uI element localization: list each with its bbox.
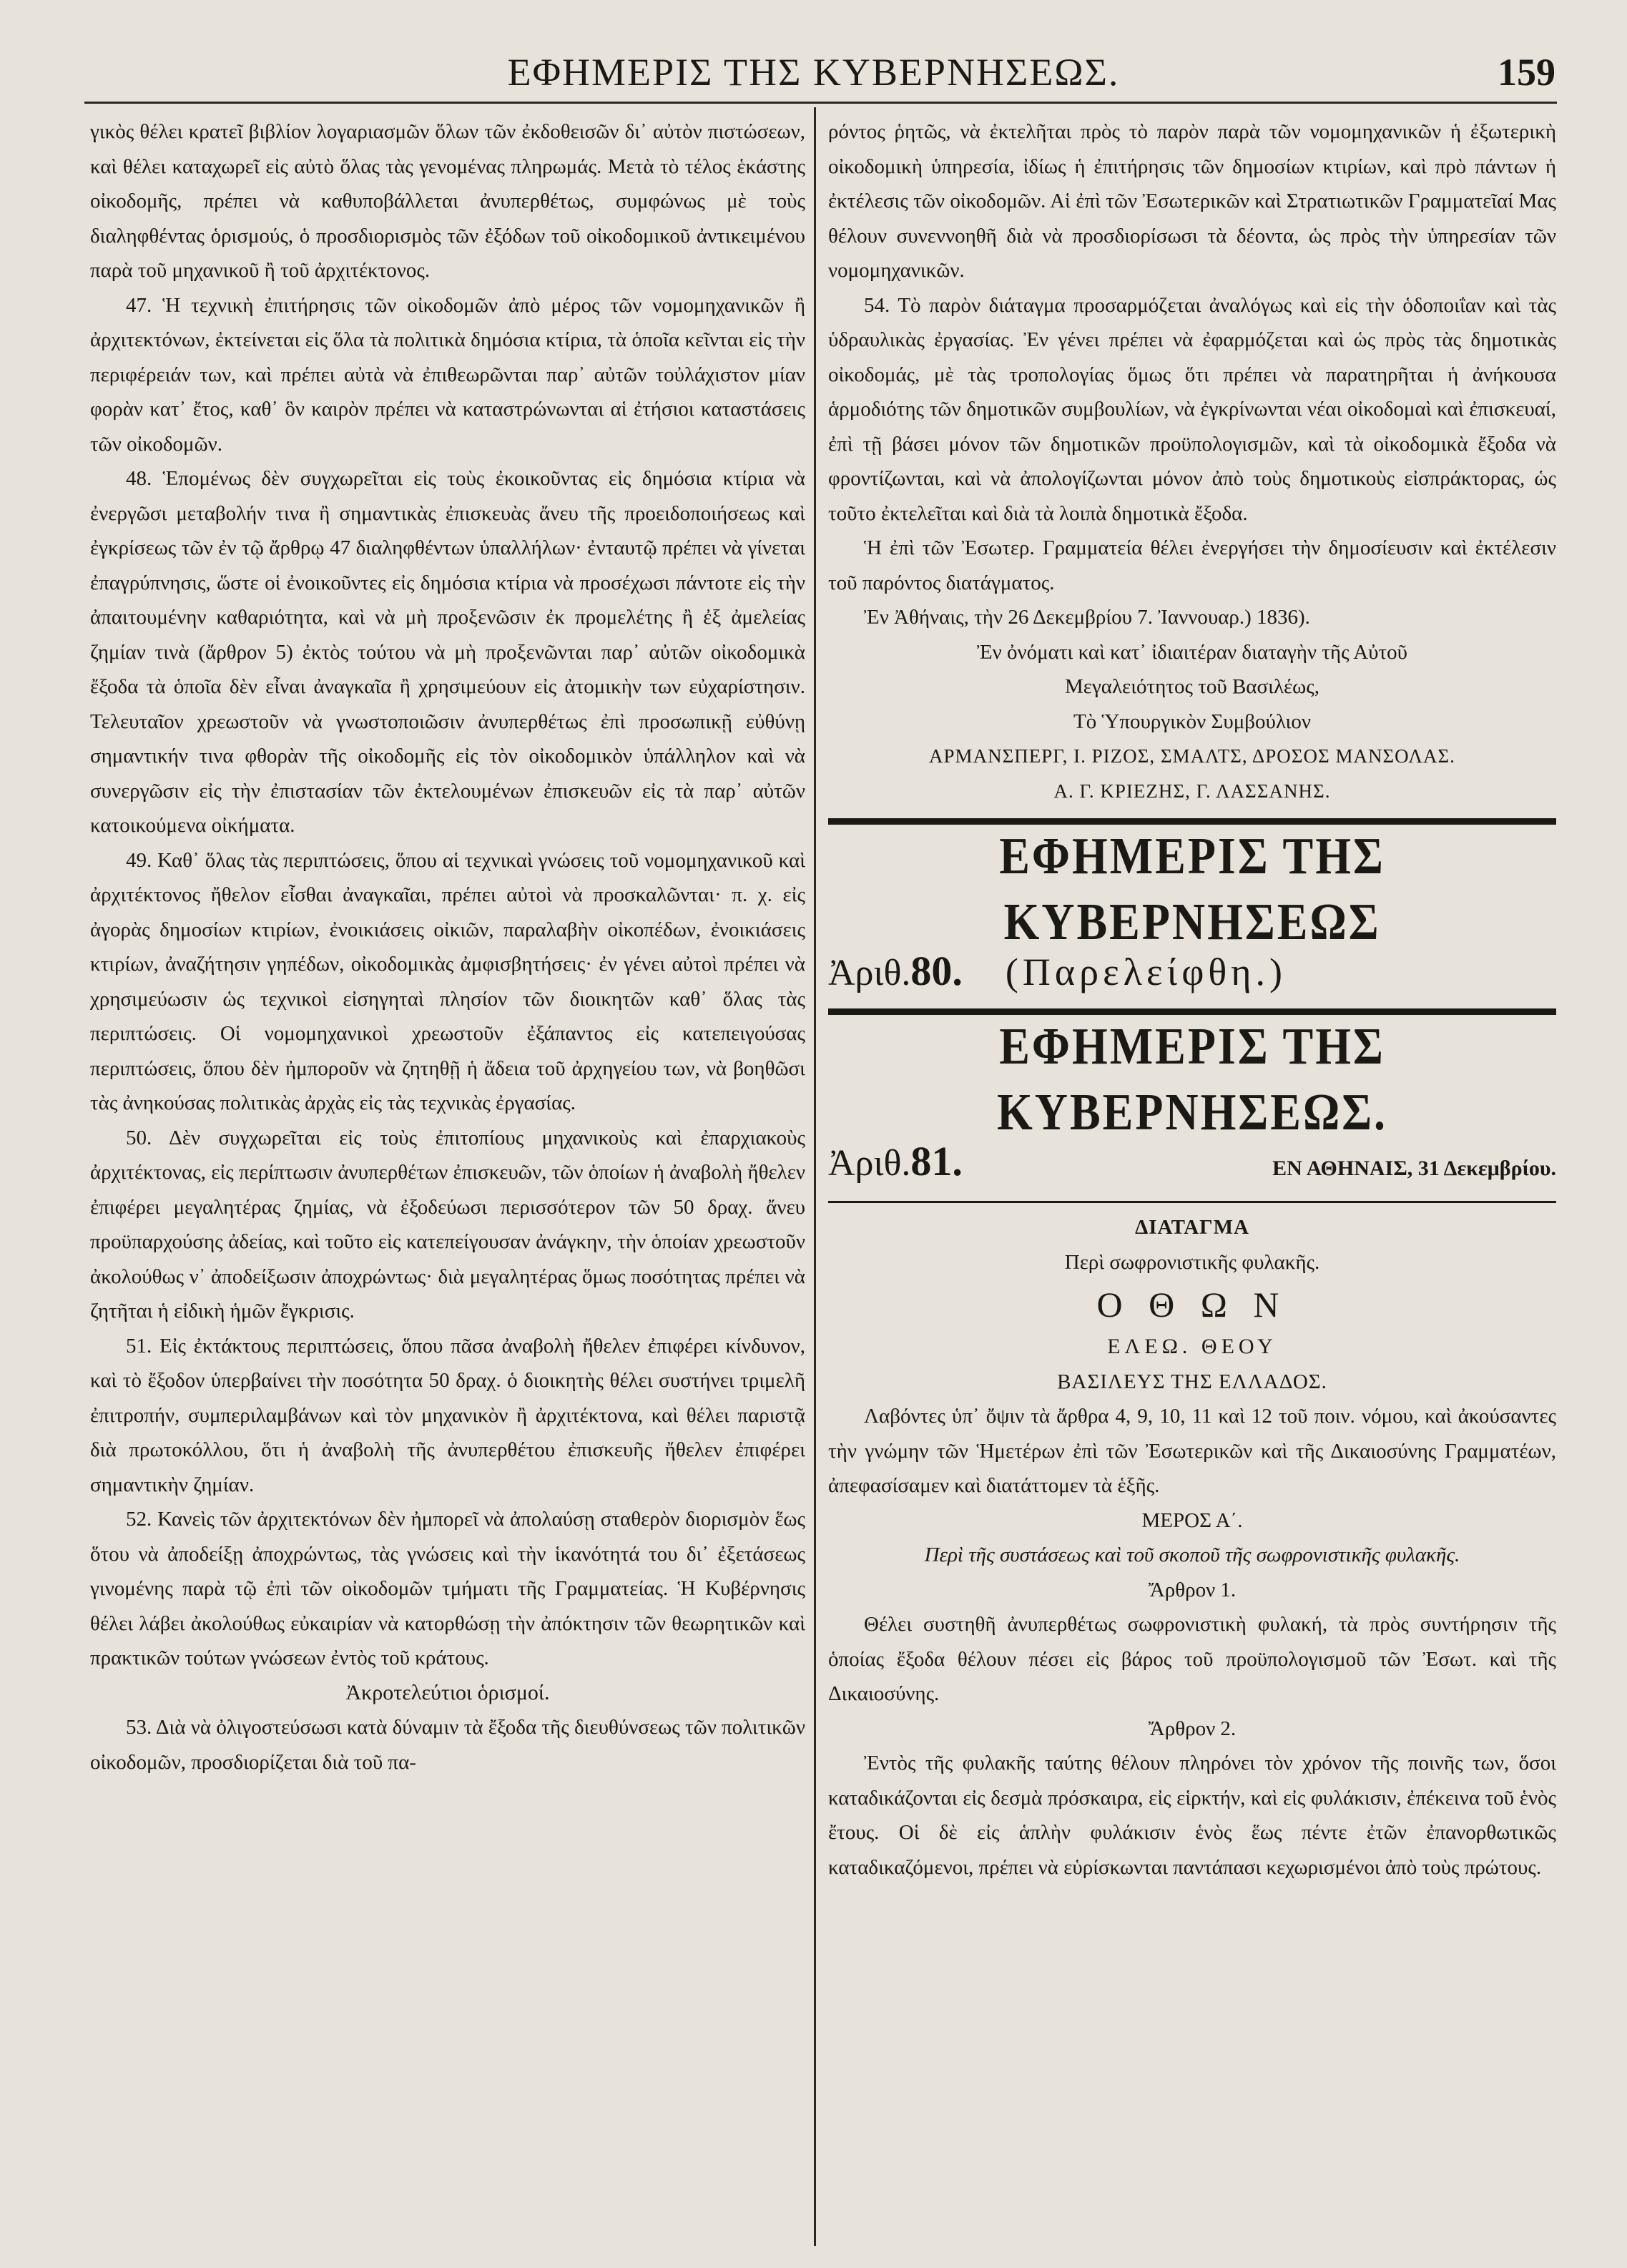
by-grace-of-god: ΕΛΕΩ. ΘΕΟΥ xyxy=(1107,1335,1277,1358)
article-1-text: Θέλει συστηθῆ ἀνυπερθέτως σωφρονιστικὴ φυλακή, τὰ πρὸς συντήρησιν τῆς ὁποίας ἔξοδα θέλουν πέσει εἰς βάρος τοῦ προϋπολογισμοῦ τῶν Ἐσωτ. καὶ τῆς Δικαιοσύνης. xyxy=(828,1613,1556,1705)
king-name: Ο Θ Ω Ν xyxy=(1096,1285,1288,1325)
signatories-line: Α. Γ. ΚΡΙΕΖΗΣ, Γ. ΛΑΣΣΑΝΗΣ. xyxy=(1053,780,1331,802)
issue-81-masthead: ΕΦΗΜΕΡΙΣ ΤΗΣ ΚΥΒΕΡΝΗΣΕΩΣ. xyxy=(996,1016,1388,1142)
paragraph-article-53: 53. Διὰ νὰ ὀλιγοστεύσωσι κατὰ δύναμιν τὰ ἔξοδα τῆς διευθύνσεως τῶν πολιτικῶν οἰκοδομῶν, προσδιορίζεται διὰ τοῦ πα- xyxy=(90,1716,805,1774)
decree-preamble: Λαβόντες ὑπ᾽ ὄψιν τὰ ἄρθρα 4, 9, 10, 11 καὶ 12 τοῦ ποιν. νόμου, καὶ ἀκούσαντες τὴν γνώμην τῶν Ἡμετέρων ἐπὶ τῶν Ἐσωτερικῶν καὶ τῆς Δικαιοσύνης Γραμματέων, ἀπεφασίσαμεν καὶ διατάττομεν τὰ ἑξῆς. xyxy=(828,1405,1556,1497)
left-column xyxy=(90,114,805,1779)
section-heading-final-provisions: Ἀκροτελεύτιοι ὁρισμοί. xyxy=(345,1680,550,1704)
decree-label: ΔΙΑΤΑΓΜΑ xyxy=(1135,1216,1249,1239)
issue-number-label: Ἀριθ. xyxy=(828,1143,911,1184)
paragraph-continuation: γικὸς θέλει κρατεῖ βιβλίον λογαριασμῶν ὅλων τῶν ἐκδοθεισῶν δι᾽ αὐτὸν πιστώσεων, καὶ θέλει καταχωρεῖ εἰς αὐτὸ ὅλας τὰς γενομένας πληρωμάς. Μετὰ τὸ τέλος ἑκάστης οἰκοδομῆς, πρέπει νὰ καθυποβάλλεται ἀνυπερθέτως, συμφώνως μὲ τοὺς διαληφθέντας ὁρισμούς, ὁ προσδιορισμὸς τῶν ἐξόδων τοῦ οἰκοδομικοῦ ἀντικειμένου παρὰ τοῦ μηχανικοῦ ἢ τοῦ ἀρχιτέκτονος. xyxy=(90,120,805,282)
running-title: ΕΦΗΜΕΡΙΣ ΤΗΣ ΚΥΒΕΡΝΗΣΕΩΣ. xyxy=(507,51,1120,94)
authority-line: Τὸ Ὑπουργικὸν Συμβούλιον xyxy=(1073,710,1311,733)
column-divider xyxy=(814,107,816,2246)
page-header xyxy=(0,50,1627,107)
paragraph-article-52: 52. Κανεὶς τῶν ἀρχιτεκτόνων δὲν ἠμπορεῖ νὰ ἀπολαύσῃ σταθερὸν διορισμὸν ἕως ὅτου νὰ ἀποδείξῃ ἀποχρώντως, τὰς γνώσεις καὶ τὴν ἱκανότητά του δι᾽ ἐξετάσεως γινομένης παρὰ τῷ ἐπὶ τῶν οἰκοδομῶν τμήματι τῆς Γραμματείας. Ἡ Κυβέρνησις θέλει λάβει ἀκολούθως εὐκαιρίαν νὰ κατορθώσῃ τὴν ἀπόκτησιν τῶν θεωρητικῶν καὶ πρακτικῶν τούτων γνώσεων ἐντὸς τοῦ κράτους. xyxy=(90,1508,805,1669)
authority-line: Ἐν ὀνόματι καὶ κατ᾽ ἰδιαιτέραν διαταγὴν τῆς Αὐτοῦ xyxy=(976,640,1408,664)
issue-number-label: Ἀριθ. xyxy=(828,953,911,993)
signatories-line: ΑΡΜΑΝΣΠΕΡΓ, Ι. ΡΙΖΟΣ, ΣΜΑΛΤΣ, ΔΡΟΣΟΣ ΜΑΝΣΟΛΑΣ. xyxy=(929,745,1455,767)
issue-number: 81. xyxy=(910,1138,963,1184)
issue-81-number-line xyxy=(828,1137,1556,1194)
authority-line: Μεγαλειότητος τοῦ Βασιλέως, xyxy=(1064,675,1319,698)
paragraph-publication-order: Ἡ ἐπὶ τῶν Ἐσωτερ. Γραμματεία θέλει ἐνεργήσει τὴν δημοσίευσιν καὶ ἐκτέλεσιν τοῦ παρόντος διατάγματος. xyxy=(828,536,1556,594)
paragraph-article-48: 48. Ἑπομένως δὲν συγχωρεῖται εἰς τοὺς ἐκοικοῦντας εἰς δημόσια κτίρια νὰ ἐνεργῶσι μεταβολήν τινα ἢ σημαντικὰς ἐπισκευὰς ἄνευ τῆς προειδοποιήσεως καὶ ἐγκρίσεως τῶν ἐν τῷ ἄρθρῳ 47 διαληφθέντων ὑπαλλήλων· ἐνταυτῷ πρέπει νὰ γίνεται ἐπαγρύπνησις, ὥστε οἱ ἐνοικοῦντες εἰς δημόσια κτίρια νὰ προσέχωσι πάντοτε εἰς τὴν ἀπαιτουμένην καθαριότητα, καὶ νὰ μὴ προξενῶσιν ἐκ προμελέτης ἢ ἐξ ἀμελείας ζημίαν τινὰ (ἄρθρον 5) ἐκτὸς τούτου νὰ μὴ προξενῶνται παρ᾽ αὐτῶν οἰκοδομικὰ ἔξοδα τὰ ὁποῖα δὲν εἶναι ἀναγκαῖα ἢ χρησιμεύουν εἰς ἀτομικὴν των εὐχαρίστησιν. Τελευταῖον χρεωστοῦν νὰ γνωστοποιῶσιν ἀνυπερθέτως ἐπὶ προσωπικῇ εὐθύνῃ σημαντικήν τινα φθορὰν τῆς οἰκοδομῆς εἰς τὸν οἰκοδομικὸν ὑπάλληλον καὶ νὰ συνεργῶσιν εἰς τὴν ἐπιστασίαν τῶν ἐκτελουμένων ἐπισκευῶν εἰς τὰ παρ᾽ αὐτῶν κατοικούμενα οἰκήματα. xyxy=(90,467,805,837)
header-rule xyxy=(84,102,1557,104)
paragraph-article-50: 50. Δὲν συγχωρεῖται εἰς τοὺς ἐπιτοπίους μηχανικοὺς καὶ ἐπαρχιακοὺς ἀρχιτέκτονας, εἰς περίπτωσιν ἀνυπερθέτων ἐπισκευῶν, τῶν ὁποίων ἡ ἀναβολὴ ἤθελεν ἐπιφέρει μεγαλητέρας ζημίας, νὰ ἐξοδεύωσι περισσότερον τῶν 50 δραχ. ἄνευ προϋπαρχούσης ἀδείας, καὶ τοῦτο εἰς κατεπείγουσαν ἀνάγκην, τὴν ὁποίαν χρεωστοῦν ἀκολούθως ν᾽ ἀποδείξωσιν ἀποχρώντως· διὰ μεγαλητέρας ὅμως ποσότητας πρέπει νὰ ζητῆται ἡ εἰδικὴ ἡμῶν ἔγκρισις. xyxy=(90,1126,805,1322)
decree-subject: Περὶ σωφρονιστικῆς φυλακῆς. xyxy=(1064,1250,1320,1274)
issue-rule xyxy=(828,1201,1556,1203)
page-number: 159 xyxy=(1498,51,1555,94)
article-1-heading: Ἄρθρον 1. xyxy=(1148,1578,1237,1601)
issue-omitted-note: (Παρελείφθη.) xyxy=(1005,951,1287,993)
paragraph-article-51: 51. Εἰς ἐκτάκτους περιπτώσεις, ὅπου πᾶσα ἀναβολὴ ἤθελεν ἐπιφέρει κίνδυνον, καὶ τὸ ἔξοδον ὑπερβαίνει τὴν ποσότητα 50 δραχ. ὁ διοικητὴς θέλει συστήνει τριμελῆ ἐπιτροπήν, συμπεριλαμβάνων καὶ τὸν μηχανικὸν ἢ ἀρχιτέκτονα, καὶ θέλει παριστᾷ διὰ πρωτοκόλλου, ὅτι ἡ ἀναβολὴ τῆς ἀνυπερθέτου ἐπισκευῆς ἤθελεν ἐπιφέρει σημαντικὴν ζημίαν. xyxy=(90,1334,805,1496)
part-title: Περὶ τῆς συστάσεως καὶ τοῦ σκοποῦ τῆς σωφρονιστικῆς φυλακῆς. xyxy=(924,1543,1460,1566)
right-column xyxy=(828,114,1556,1885)
issue-number: 80. xyxy=(910,948,963,994)
article-2-heading: Ἄρθρον 2. xyxy=(1148,1717,1237,1740)
issue-80-masthead: ΕΦΗΜΕΡΙΣ ΤΗΣ ΚΥΒΕΡΝΗΣΕΩΣ xyxy=(999,826,1385,951)
date-line: Ἐν Ἀθήναις, τὴν 26 Δεκεμβρίου 7. Ἰαννουαρ.) 1836). xyxy=(864,606,1310,629)
part-heading: ΜΕΡΟΣ Α΄. xyxy=(1141,1508,1243,1532)
paragraph-article-47: 47. Ἡ τεχνικὴ ἐπιτήρησις τῶν οἰκοδομῶν ἀπὸ μέρος τῶν νομομηχανικῶν ἢ ἀρχιτεκτόνων, ἐκτείνεται εἰς ὅλα τὰ πολιτικὰ δημόσια κτίρια, τὰ ὁποῖα κεῖνται εἰς τὴν περιφέρειάν των, καὶ πρέπει αὐτὰ νὰ ἐπιθεωρῶνται παρ᾽ αὐτῶν τοὐλάχιστον μίαν φορὰν κατ᾽ ἔτος, καθ᾽ ὃν καιρὸν πρέπει νὰ καταστρώνωνται αἱ ἐτήσιοι καταστάσεις τῶν οἰκοδομῶν. xyxy=(90,293,805,456)
issue-place-date: ΕΝ ΑΘΗΝΑΙΣ, 31 Δεκεμβρίου. xyxy=(1272,1157,1556,1180)
paragraph-article-54: 54. Τὸ παρὸν διάταγμα προσαρμόζεται ἀναλόγως καὶ εἰς τὴν ὁδοποιΐαν καὶ τὰς ὑδραυλικὰς ἐργασίας. Ἐν γένει πρέπει νὰ ἐφαρμόζεται καὶ ὡς πρὸς τὰς δημοτικὰς οἰκοδομάς, μὲ τὰς τροπολογίας ὅμως ὅτι πρέπει νὰ παρατηρῆται ἡ ἀνήκουσα ἁρμοδιότης τῶν δημοτικῶν συμβουλίων, νὰ ἐγκρίνωνται νέαι οἰκοδομαὶ καὶ ἐπισκευαί, ἐπὶ τῇ βάσει μόνον τῶν δημοτικῶν προϋπολογισμῶν, καὶ τὰ οἰκοδομικὰ ἔξοδα νὰ φροντίζωνται, καὶ νὰ ἀπολογίζωνται μόνον ἀπὸ τοὺς δημοτικοὺς εἰσπράκτορας, ὡς τοῦτο ἐκτελεῖται καὶ διὰ τὰ λοιπὰ δημοτικὰ ἔξοδα. xyxy=(828,293,1556,525)
paragraph-article-49: 49. Καθ᾽ ὅλας τὰς περιπτώσεις, ὅπου αἱ τεχνικαὶ γνώσεις τοῦ νομομηχανικοῦ καὶ ἀρχιτέκτονος ἤθελον εἶσθαι ἀναγκαῖαι, πρέπει αὐτοὶ νὰ προσκαλῶνται· π. χ. εἰς ἀγορὰς δημοσίων κτιρίων, ἐνοικιάσεις οἰκιῶν, παραλαβὴν οἰκοπέδων, ἐνοικιάσεις κτιρίων, ἀναζήτησιν γηπέδων, οἰκοδομικὰς ἀμφισβητήσεις· ἐν γένει αὐτοὶ πρέπει νὰ χρησιμεύωσιν ὡς τεχνικοὶ εἰσηγηταὶ πλησίον τῶν διοικητῶν καθ᾽ ὅλας τὰς περιπτώσεις. Οἱ νομομηχανικοὶ χρεωστοῦν ἐξάπαντος εἰς κατεπειγούσας περιπτώσεις, ὅπου δὲν ἠμποροῦν νὰ ζητηθῇ ἡ ἄδεια τοῦ ἀρχηγείου των, νὰ βοηθῶσι τὰς ἀνηκούσας πολιτικὰς ἀρχὰς εἰς τὰς τεχνικὰς ἐργασίας. xyxy=(90,848,805,1114)
king-title: ΒΑΣΙΛΕΥΣ ΤΗΣ ΕΛΛΑΔΟΣ. xyxy=(1057,1370,1327,1393)
paragraph-continuation-right: ρόντος ῥητῶς, νὰ ἐκτελῆται πρὸς τὸ παρὸν παρὰ τῶν νομομηχανικῶν ἡ ἐξωτερικὴ οἰκοδομικὴ ὑπηρεσία, ἰδίως ἡ ἐπιτήρησις τῶν δημοσίων κτιρίων, καὶ πρὸ πάντων ἡ ἐκτέλεσις τῶν οἰκοδομῶν. Αἱ ἐπὶ τῶν Ἐσωτερικῶν καὶ Στρατιωτικῶν Γραμματεῖαί Μας θέλουν συνεννοηθῆ διὰ νὰ προσδιορίσωσι τὰ δέοντα, ὡς πρὸς τὴν ὑπηρεσίαν τῶν νομομηχανικῶν. xyxy=(828,120,1556,282)
article-2-text: Ἐντὸς τῆς φυλακῆς ταύτης θέλουν πληρόνει τὸν χρόνον τῆς ποινῆς των, ὅσοι καταδικάζονται εἰς δεσμὰ πρόσκαιρα, εἰς εἱρκτήν, καὶ εἰς φυλάκισιν, ἐπέκεινα τοῦ ἑνὸς ἔτους. Οἱ δὲ εἰς ἁπλὴν φυλάκισιν ἑνὸς ἕως πέντε ἐτῶν ἐπανορθωτικῶς καταδικαζόμενοι, πρέπει νὰ εὑρίσκωνται παντάπασι κεχωρισμένοι ἀπὸ τοὺς πρώτους. xyxy=(828,1752,1556,1879)
